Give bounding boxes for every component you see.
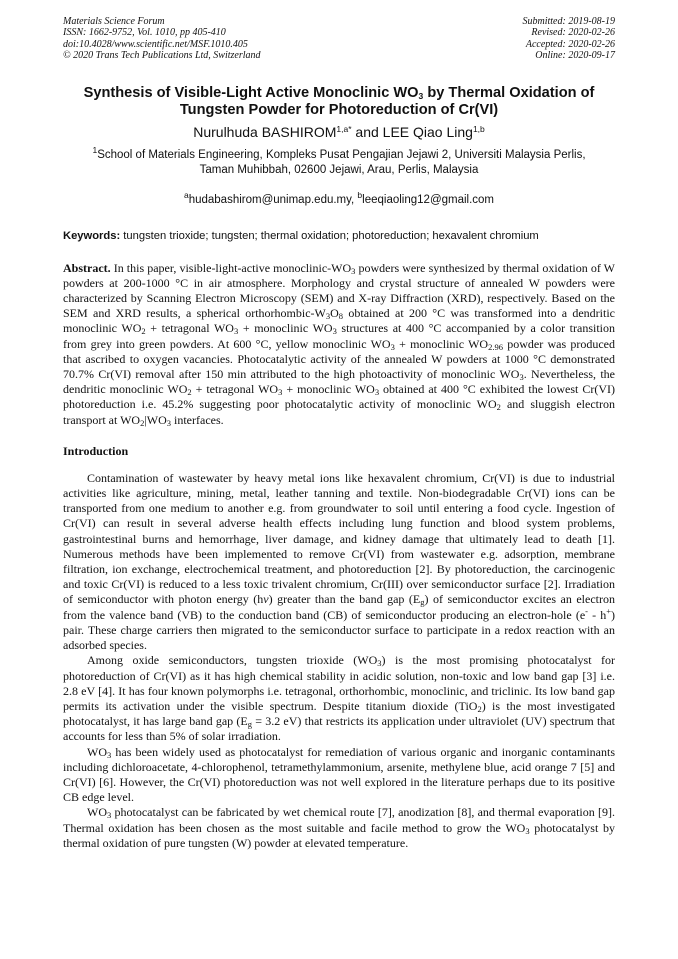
copyright-line: © 2020 Trans Tech Publications Ltd, Switzerland [63,50,261,62]
para-sub: g [420,597,425,608]
para-text: - h [587,607,607,622]
abstract-sub: 3 [278,387,283,398]
para-sup: + [606,605,611,616]
para-sub: 2 [477,703,482,714]
online-date: Online: 2020-09-17 [535,50,615,62]
para-text: ) is the most investigated photocatalyst, it has large band gap (E [63,698,615,729]
accepted-date: Accepted: 2020-02-26 [525,38,615,50]
abstract-text: + monoclinic WO [282,382,375,397]
title-text-cont: by Thermal Oxidation of Tungsten Powder for Photoreduction of Cr(VI) [179,84,595,119]
journal-info [63,16,261,62]
abstract-text: |WO [144,412,167,427]
para-sub: 3 [377,658,382,669]
abstract-text: In this paper, visible-light-active monoclinic-WO [110,260,352,275]
intro-paragraph-2 [63,653,615,744]
abstract-sub: 3 [390,341,395,352]
email-a: hudabashirom@unimap.edu.my, [188,193,358,206]
para-text: photocatalyst by thermal oxidation of pure tungsten (W) powder at elevated temperature. [63,820,616,850]
abstract-sub: 8 [338,311,344,322]
email-b-sup: b [357,189,363,200]
para-sub: 3 [107,810,112,821]
dates-info [523,16,616,62]
author-emails [63,189,615,207]
journal-name: Materials Science Forum [63,16,165,27]
author-2: LEE Qiao Ling [382,123,473,140]
para-text: WO [87,744,107,759]
abstract-text: + tetragonal WO [145,321,234,336]
para-sub: 3 [107,749,112,760]
abstract-text: + tetragonal WO [191,382,279,397]
email-a-sup: a [183,189,189,200]
title-subscript: 3 [418,90,424,101]
abstract-sub: 3 [233,326,239,337]
abstract-sub: 3 [374,387,380,398]
para-text: WO [87,805,107,820]
issn-line: ISSN: 1662-9752, Vol. 1010, pp 405-410 [63,27,226,39]
abstract-sub: 3 [351,265,356,276]
abstract-sub: 2.96 [488,341,503,352]
para-text: ) greater than the band gap (E [268,592,421,607]
nu-symbol: v [263,592,269,607]
title-text: Synthesis of Visible-Light Active Monoclinic WO [83,84,419,101]
abstract-text: structures at 400 °C accompanied by a color transition from grey into green powders. At 600 °C, yellow monoclinic WO [63,321,616,351]
abstract-text: + monoclinic WO [238,321,333,336]
keywords-text: tungsten trioxide; tungsten; thermal oxidation; photoreduction; hexavalent chromium [120,229,539,242]
para-text: Contamination of wastewater by heavy metal ions like hexavalent chromium, Cr(VI) is due to industrial activities like agriculture, mining, metal, leather tanning and textile. Non-biodegradable Cr(VI) ions can be transported from one medium to another e.g. from groundwater to soil until entering a food cycle. Ingestion of Cr(VI) can result in several adverse health effects including lung function and blood system problems, gastrointestinal burns and hemorrhage, liver damage, and kidney damage that ultimately lead to death [1]. Numerous methods have been implemented to remove Cr(VI) from wastewater e.g. adsorption, membrane filtration, ion exchange, electrochemical treatment, and photoreduction [2]. By photoreduction, the carcinogenic and toxic Cr(VI) is reduced to a less toxic trivalent chromium, Cr(III) over semiconductor surface [2]. Irradiation of semiconductor with photon energy (h [63,470,615,607]
para-sub: g [247,719,252,730]
para-text: ) is the most promising photocatalyst for photoreduction of Cr(VI) as it has high chemical stability in acidic solution, non-toxic and low band gap [3] i.e. 2.8 eV [4]. It has four known polymorphs i.e. tetragonal, orthorhombic, monoclinic, and triclinic. Its low band gap permits its activation under the visible spectrum. Despite titanium dioxide (TiO [63,653,615,713]
affiliation-text: School of Materials Engineering, Kompleks Pusat Pengajian Jejawi 2, Universiti Malaysia Perlis, Taman Muhibbah, 02600 Jejawi, Arau, Perlis, Malaysia [97,148,586,177]
para-sub: 3 [525,825,530,836]
abstract-sub: 3 [166,417,171,428]
abstract-text: + monoclinic WO [394,336,489,351]
para-text: Among oxide semiconductors, tungsten trioxide (WO [87,653,378,668]
section-heading-introduction: Introduction [63,443,129,458]
intro-paragraph-3 [63,745,615,806]
abstract-text: obtained at 400 °C exhibited the lowest Cr(VI) photoreduction i.e. 45.2% suggesting poor photocatalytic activity of monoclinic WO [63,382,615,412]
abstract-sub: 2 [187,387,192,398]
author-list [63,124,615,141]
para-text: ) of semiconductor excites an electron from the valence band (VB) to the conduction band (CB) of semiconductor producing an electron-hole (e [63,592,615,622]
para-sup: - [585,605,588,616]
affiliation [63,144,615,179]
abstract-text: obtained at 200 °C was transformed into a dendritic monoclinic WO [63,306,615,336]
abstract-sub: 2 [496,402,501,413]
author-2-sup: 1,b [472,123,485,134]
abstract-text: powder was produced that ascribed to oxygen vacancies. Photocatalytic activity of the annealed W powders at 1000 °C demonstrated 70.7% Cr(VI) removal after 150 min attributed to the high photoactivity of monoclinic WO [63,336,616,382]
para-text: has been widely used as photocatalyst for remediation of various organic and inorganic contaminants including dichloroacetate, 4-chlorophenol, tetramethylammonium, arsenite, methylene blue, acid orange 7 [5] and Cr(VI) [6]. However, the Cr(VI) photoreduction was not well explored in the literature perhaps due to its positive CB edge level. [63,744,615,805]
journal-header [63,16,615,62]
abstract-sub: 2 [140,417,145,428]
affiliation-sup: 1 [92,144,98,155]
abstract-text: interfaces. [171,412,224,427]
keywords [63,229,615,243]
abstract-sub: 3 [325,311,331,322]
revised-date: Revised: 2020-02-26 [531,27,615,39]
email-b: leeqiaoling12@gmail.com [362,193,495,206]
intro-paragraph-4 [63,805,615,851]
author-and: and [351,123,383,140]
abstract-text: powders were synthesized by thermal oxidation of W powders at 200-1000 °C in air atmosphere. Morphology and crystal structure of annealed W powders were characterized by Scanning Electron Microscopy (SEM) and X-ray Diffraction (XRD), respectively. Based on the SEM and XRD results, a spherical orthorhombic-W [63,260,616,321]
intro-paragraph-1 [63,471,615,653]
doi-line: doi:10.4028/www.scientific.net/MSF.1010.405 [63,38,248,50]
abstract-sub: 3 [519,372,524,383]
abstract-label: Abstract. [63,260,111,275]
abstract-sub: 3 [332,326,337,337]
submitted-date: Submitted: 2019-08-19 [522,16,615,27]
paper-title [63,85,615,120]
para-text: ) pair. These charge carriers then migrated to the semiconductor surface to participate in a redox reaction with an adsorbed species. [63,607,615,653]
abstract [63,261,615,428]
para-text: photocatalyst can be fabricated by wet chemical route [7], anodization [8], and thermal evaporation [9]. Thermal oxidation has been chosen as the most suitable and facile method to grow the WO [63,805,615,835]
author-1-sup: 1,a* [336,123,352,134]
abstract-text: O [330,306,339,321]
author-1: Nurulhuda BASHIROM [193,123,337,140]
keywords-label: Keywords: [63,229,121,242]
para-text: = 3.2 eV) that restricts its application under ultraviolet (UV) spectrum that accounts for less than 5% of solar irradiation. [63,714,615,744]
abstract-text: and sluggish electron transport at WO [63,397,616,427]
abstract-text: . Nevertheless, the dendritic monoclinic WO [63,367,616,397]
abstract-sub: 2 [141,326,146,337]
